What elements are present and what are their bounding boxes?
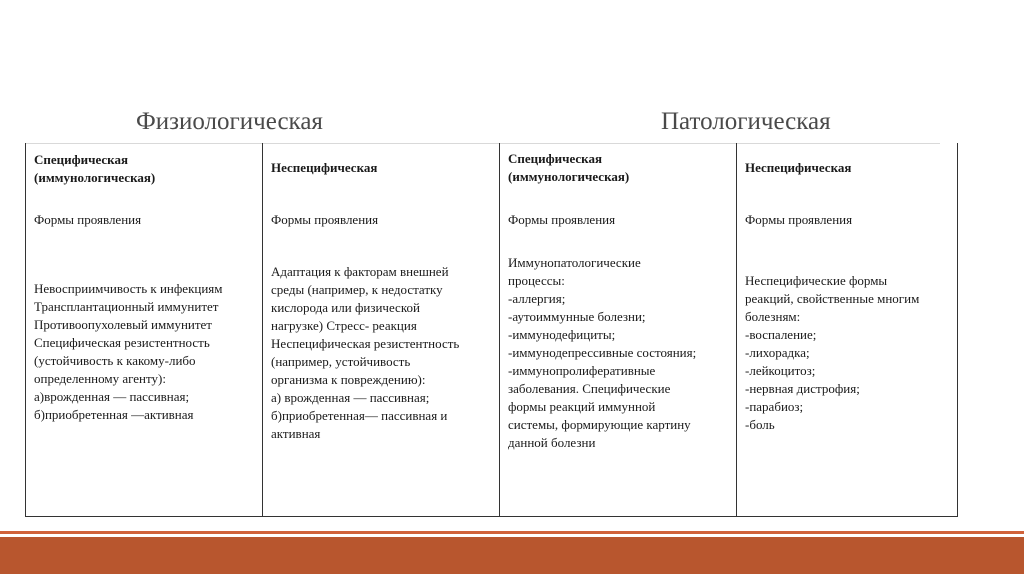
column-physiological-specific	[25, 143, 262, 516]
heading-physiological: Физиологическая	[136, 108, 323, 135]
forms-label: Формы проявления	[271, 212, 379, 227]
column-title: Специфическая (иммунологическая)	[34, 152, 156, 185]
column-body: Адаптация к факторам внешней среды (например, к недостатку кислорода или физической нагрузке) Стресс- реакция Неспецифическая резистентность (например, устойчивость организма к повреждению): а) врожденная — пассивная; б)приобретенная— пассивная и активная	[271, 264, 460, 441]
immunity-table	[25, 143, 958, 517]
column-pathological-nonspecific	[736, 143, 958, 516]
footer-band	[0, 537, 1024, 574]
heading-pathological: Патологическая	[661, 108, 831, 135]
column-title: Специфическая (иммунологическая)	[508, 151, 630, 184]
column-physiological-nonspecific	[262, 143, 499, 516]
column-pathological-specific	[499, 143, 736, 516]
column-body: Невосприимчивость к инфекциям Трансплантационный иммунитет Противоопухолевый иммунитет Специфическая резистентность (устойчивость к какому-либо определенному агенту): а)врожденная — пассивная; б)приобретенная —активная	[34, 281, 223, 422]
footer-accent-line	[0, 531, 1024, 534]
forms-label: Формы проявления	[34, 212, 142, 227]
forms-label: Формы проявления	[745, 212, 853, 227]
column-body: Иммунопатологические процессы: -аллергия; -аутоиммунные болезни; -иммунодефициты; -иммунодепрессивные состояния; -иммунопролиферативные заболевания. Специфические формы реакций иммунной системы, формирующие картину данной болезни	[508, 255, 697, 450]
column-title: Неспецифическая	[271, 160, 378, 175]
column-title: Неспецифическая	[745, 160, 852, 175]
column-body: Неспецифические формы реакций, свойственные многим болезням: -воспаление; -лихорадка; -лейкоцитоз; -нервная дистрофия; -парабиоз; -боль	[745, 273, 920, 432]
forms-label: Формы проявления	[508, 212, 616, 227]
